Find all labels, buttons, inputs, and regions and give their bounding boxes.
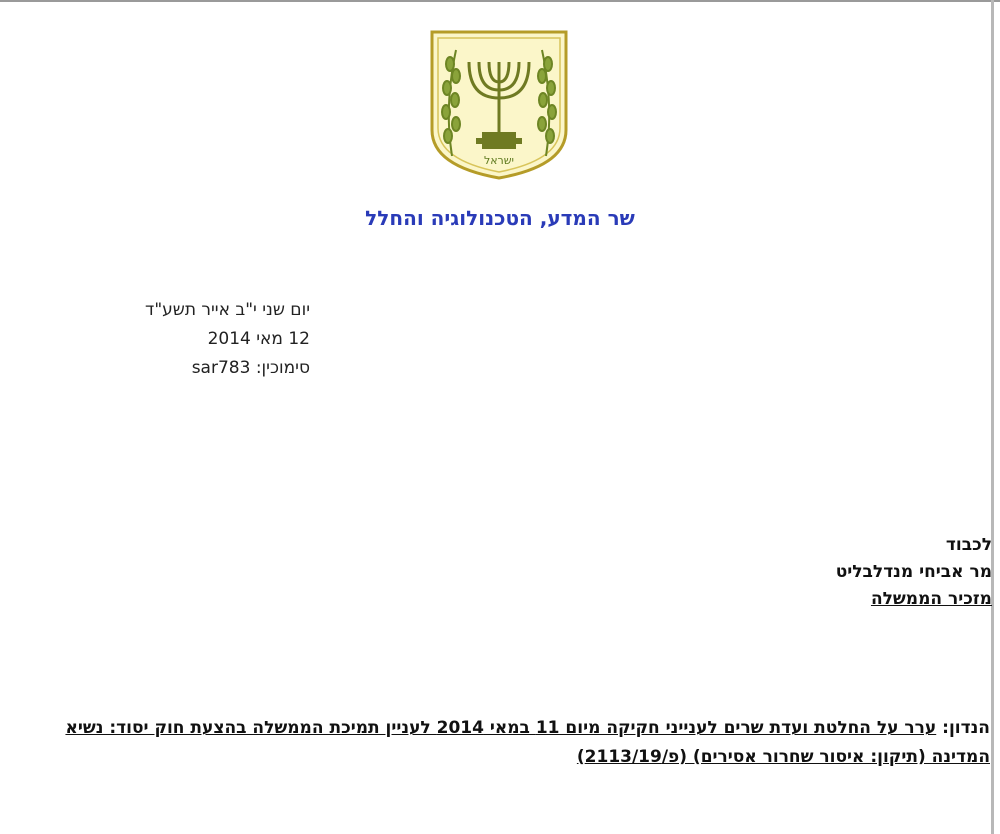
subject-label: הנדון:	[942, 718, 990, 738]
recipient-block	[700, 532, 992, 613]
state-emblem-icon	[426, 26, 572, 182]
letter-meta	[10, 296, 310, 383]
salutation: לכבוד	[945, 535, 992, 555]
gregorian-date: 12 מאי 2014	[207, 329, 310, 349]
top-rule	[0, 0, 1000, 2]
right-edge-rule	[991, 0, 994, 834]
ministry-title: שר המדע, הטכנולוגיה והחלל	[365, 206, 635, 230]
recipient-name: מר אביחי מנדלבליט	[835, 562, 992, 582]
subject-line	[12, 714, 990, 772]
recipient-title: מזכיר הממשלה	[870, 589, 992, 609]
hebrew-date: יום שני י"ב אייר תשע"ד	[145, 300, 310, 320]
emblem-caption: ישראל	[483, 154, 515, 167]
subject-text: ערר על החלטת ועדת שרים לענייני חקיקה מיום 11 במאי 2014 לעניין תמיכת הממשלה בהצעת חוק יסוד: נשיא המדינה (תיקון: איסור שחרור אסירים) (פ/2113/19)	[65, 718, 990, 767]
reference-number: סימוכין: sar783	[191, 358, 310, 378]
